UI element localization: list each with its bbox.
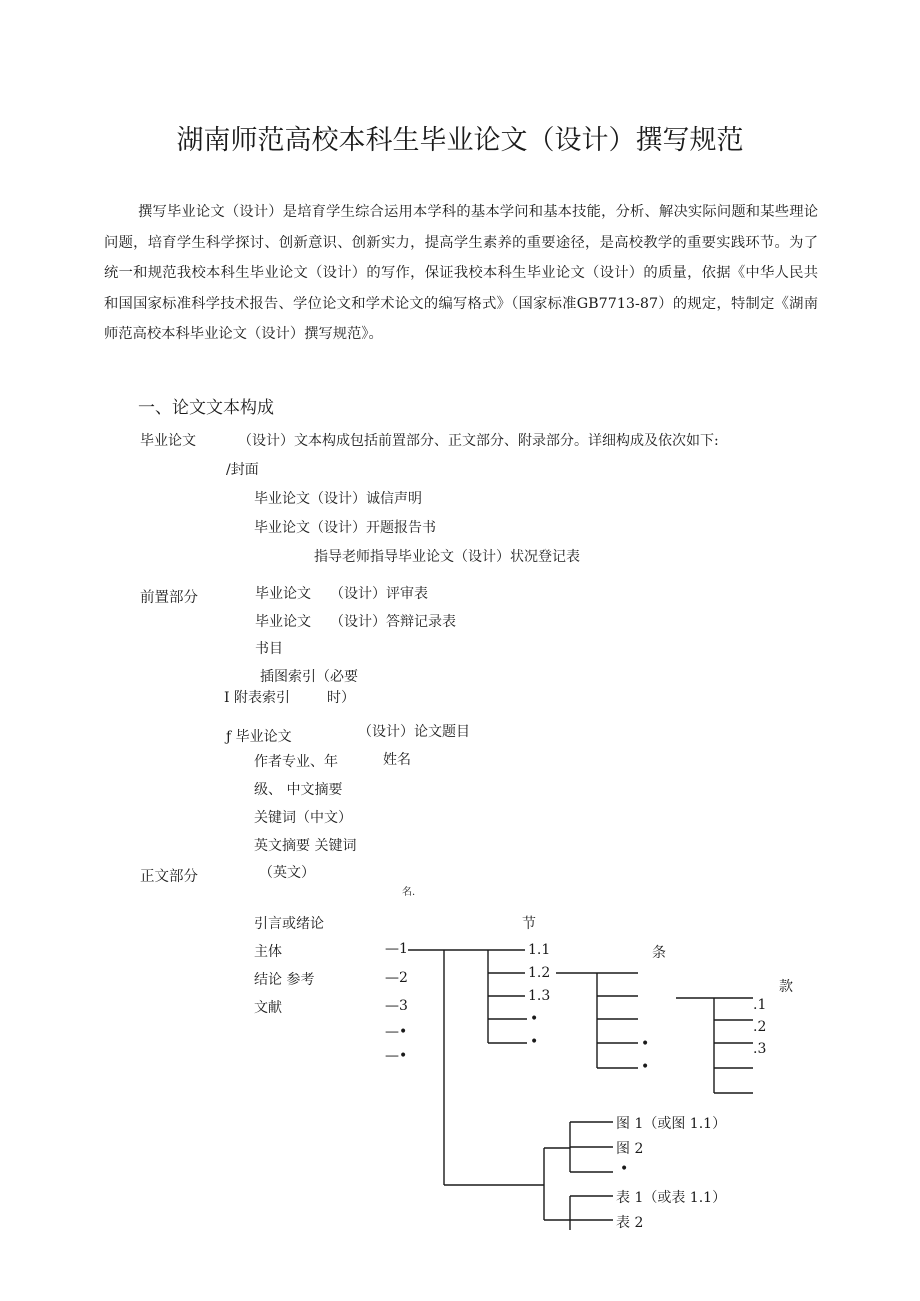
list-item-cover: /封面 bbox=[226, 462, 259, 478]
list-item-keywords-cn: 关键词（中文） bbox=[254, 810, 352, 826]
list-item-main-body: 主体 bbox=[254, 944, 282, 960]
list-item-conclusion: 结论 参考 bbox=[254, 972, 315, 988]
section-label: 1.2 bbox=[528, 965, 551, 981]
list-item-abstract-en: 英文摘要 关键词 bbox=[254, 838, 357, 854]
table-label: 表 2 bbox=[616, 1215, 644, 1231]
tree-header-section: 节 bbox=[522, 916, 536, 932]
section-label: 1.1 bbox=[528, 942, 551, 958]
front-part-label: 前置部分 bbox=[140, 590, 198, 606]
list-item-keywords-en: （英文） bbox=[259, 865, 315, 881]
article-dot: • bbox=[641, 1036, 650, 1052]
list-item-defense-a: 毕业论文 bbox=[255, 614, 311, 630]
section-label: • bbox=[530, 1034, 539, 1050]
figure-label: 图 1（或图 1.1） bbox=[616, 1116, 727, 1132]
list-item-figure-index: 插图索引（必要 bbox=[260, 669, 358, 685]
lead-text-b: （设计）文本构成包括前置部分、正文部分、附录部分。详细构成及依次如下: bbox=[238, 433, 719, 449]
chapter-label: —• bbox=[385, 1024, 408, 1040]
figure-label: • bbox=[620, 1161, 629, 1177]
tree-header-clause: 款 bbox=[779, 979, 793, 995]
list-item-references: 文献 bbox=[254, 1000, 282, 1016]
body-part-label: 正文部分 bbox=[140, 869, 198, 885]
article-dot: • bbox=[641, 1059, 650, 1075]
page-title: 湖南师范高校本科生毕业论文（设计）撰写规范 bbox=[176, 125, 744, 156]
list-item-supervisor-form: 指导老师指导毕业论文（设计）状况登记表 bbox=[314, 549, 580, 565]
clause-label: .3 bbox=[753, 1041, 767, 1057]
list-item-introduction: 引言或绪论 bbox=[254, 916, 324, 932]
clause-label: .2 bbox=[753, 1019, 767, 1035]
list-item-table-index: I 附表索引 bbox=[224, 690, 290, 706]
list-item-name: 姓名 bbox=[383, 752, 411, 768]
list-item-proposal: 毕业论文（设计）开题报告书 bbox=[254, 520, 436, 536]
list-item-thesis-title: （设计）论文题目 bbox=[358, 724, 470, 740]
list-item-integrity: 毕业论文（设计）诚信声明 bbox=[254, 491, 422, 507]
clause-label: .1 bbox=[753, 997, 767, 1013]
chapter-label: —• bbox=[385, 1048, 408, 1064]
list-item-abstract-cn: 级、 中文摘要 bbox=[254, 782, 343, 798]
list-item-review-a: 毕业论文 bbox=[255, 586, 311, 602]
list-item-contents: 书目 bbox=[255, 641, 283, 657]
figure-label: 图 2 bbox=[616, 1141, 644, 1157]
list-item-review-b: （设计）评审表 bbox=[330, 586, 428, 602]
section-label: 1.3 bbox=[528, 988, 551, 1004]
section-heading: 一、论文文本构成 bbox=[138, 398, 274, 418]
chapter-label: —1 bbox=[385, 941, 408, 957]
tree-header-article: 条 bbox=[652, 945, 666, 961]
section-label: • bbox=[530, 1011, 539, 1027]
list-item-when-needed: 时） bbox=[327, 690, 355, 706]
chapter-label: —3 bbox=[385, 998, 408, 1014]
list-item-thesis: ƒ 毕业论文 bbox=[226, 729, 292, 745]
chapter-label: —2 bbox=[385, 970, 408, 986]
stray-mark: 名. bbox=[402, 887, 416, 898]
list-item-defense-b: （设计）答辩记录表 bbox=[330, 614, 456, 630]
intro-paragraph: 撰写毕业论文（设计）是培育学生综合运用本学科的基本学问和基本技能，分析、解决实际问题和某些理论问题，培育学生科学探讨、创新意识、创新实力，提高学生素养的重要途径，是高校教学的重要实践环节。为了统一和规范我校本科生毕业论文（设计）的写作，保证我校本科生毕业论文（设计）的质量，依据《中华人民共和国国家标准科学技术报告、学位论文和学术论文的编写格式》（国家标准GB7713-87）的规定，特制定《湖南师范高校本科毕业论文（设计）撰写规范》。 bbox=[104, 204, 818, 342]
list-item-author: 作者专业、年 bbox=[254, 754, 338, 770]
table-label: 表 1（或表 1.1） bbox=[616, 1190, 727, 1206]
lead-text-a: 毕业论文 bbox=[140, 433, 196, 449]
